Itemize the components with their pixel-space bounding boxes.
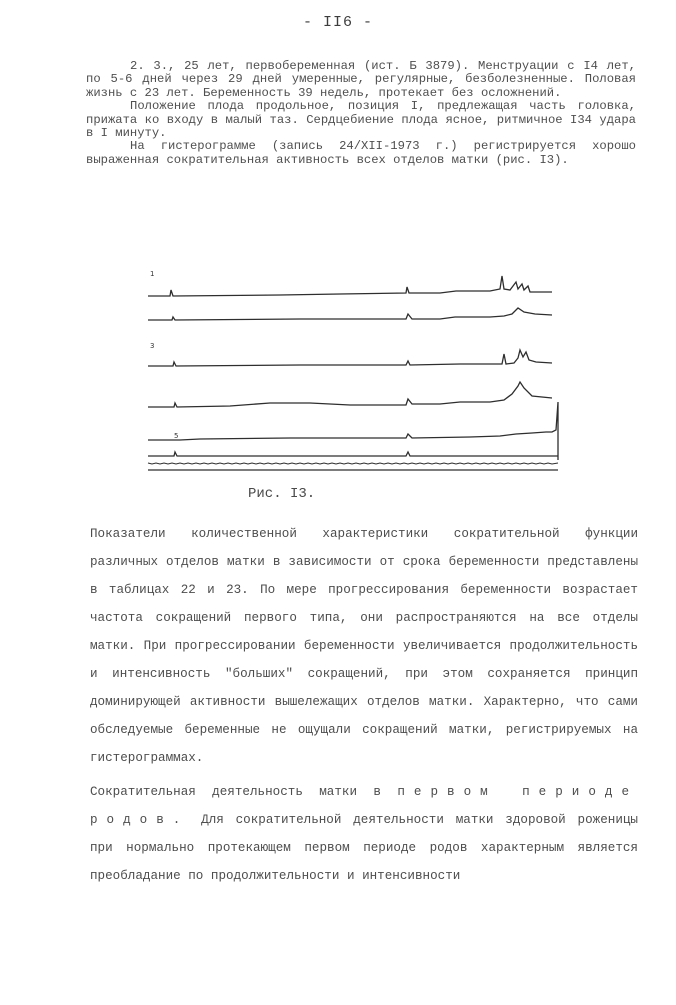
section-lead: Сократительная деятельность матки в <box>90 785 381 799</box>
case-description <box>86 60 636 167</box>
case-paragraph-history: 2. 3., 25 лет, первобеременная (ист. Б 3879). Менструации с I4 лет, по 5-6 дней через 29 дней умеренные, регулярные, безболезненные. Половая жизнь с 23 лет. Беременность 39 недель, протекает без осложнений. <box>86 59 636 100</box>
channel-marker-3: 3 <box>150 342 155 350</box>
body-paragraph-first-stage <box>90 778 638 890</box>
channel-marker-1: 1 <box>150 270 155 278</box>
channel-marker-5: 5 <box>174 432 179 440</box>
body-paragraph-contractility: Показатели количественной характеристики сократительной функции различных отделов матки в зависимости от срока беременности представлены в таблицах 22 и 23. По мере прогрессирования беременности возрастает частота сокращений первого типа, они распространяются на все отделы матки. При прогрессировании беременности увеличивается продолжительность и интенсивность "больших" сокращений, при этом сохраняется принцип доминирующей активности вышележащих отделов матки. Характерно, что сами обследуемые беременные не ощущали сокращений матки, регистрируемых на гистерограммах. <box>90 527 638 765</box>
hysterogram-figure <box>140 262 570 474</box>
figure-caption: Рис. I3. <box>248 486 316 502</box>
trace-channel-2 <box>148 308 552 320</box>
section-text-first-stage: Для сократительной деятельности матки здоровой роженицы при нормально протекающем первом периоде родов характерным является преобладание по продолжительности и интенсивности <box>90 813 638 883</box>
trace-channel-1 <box>148 276 552 296</box>
trace-channel-6 <box>148 452 558 456</box>
trace-channel-3 <box>148 350 552 366</box>
case-paragraph-examination: Положение плода продольное, позиция I, предлежащая часть головка, прижата ко входу в малый таз. Сердцебиение плода ясное, ритмичное I34 удара в I минуту. <box>86 99 636 141</box>
time-marker-line <box>148 463 558 464</box>
main-text <box>90 520 638 890</box>
trace-channel-4 <box>148 382 552 407</box>
trace-channel-5 <box>148 402 558 460</box>
case-paragraph-hysterogram: На гистерограмме (запись 24/XII-1973 г.) регистрируется хорошо выраженная сократительная активность всех отделов матки (рис. I3). <box>86 139 636 167</box>
page-number: - II6 - <box>302 14 373 31</box>
hysterogram-traces <box>140 262 570 474</box>
section-heading-first-stage: первом периоде родов. <box>90 785 639 827</box>
